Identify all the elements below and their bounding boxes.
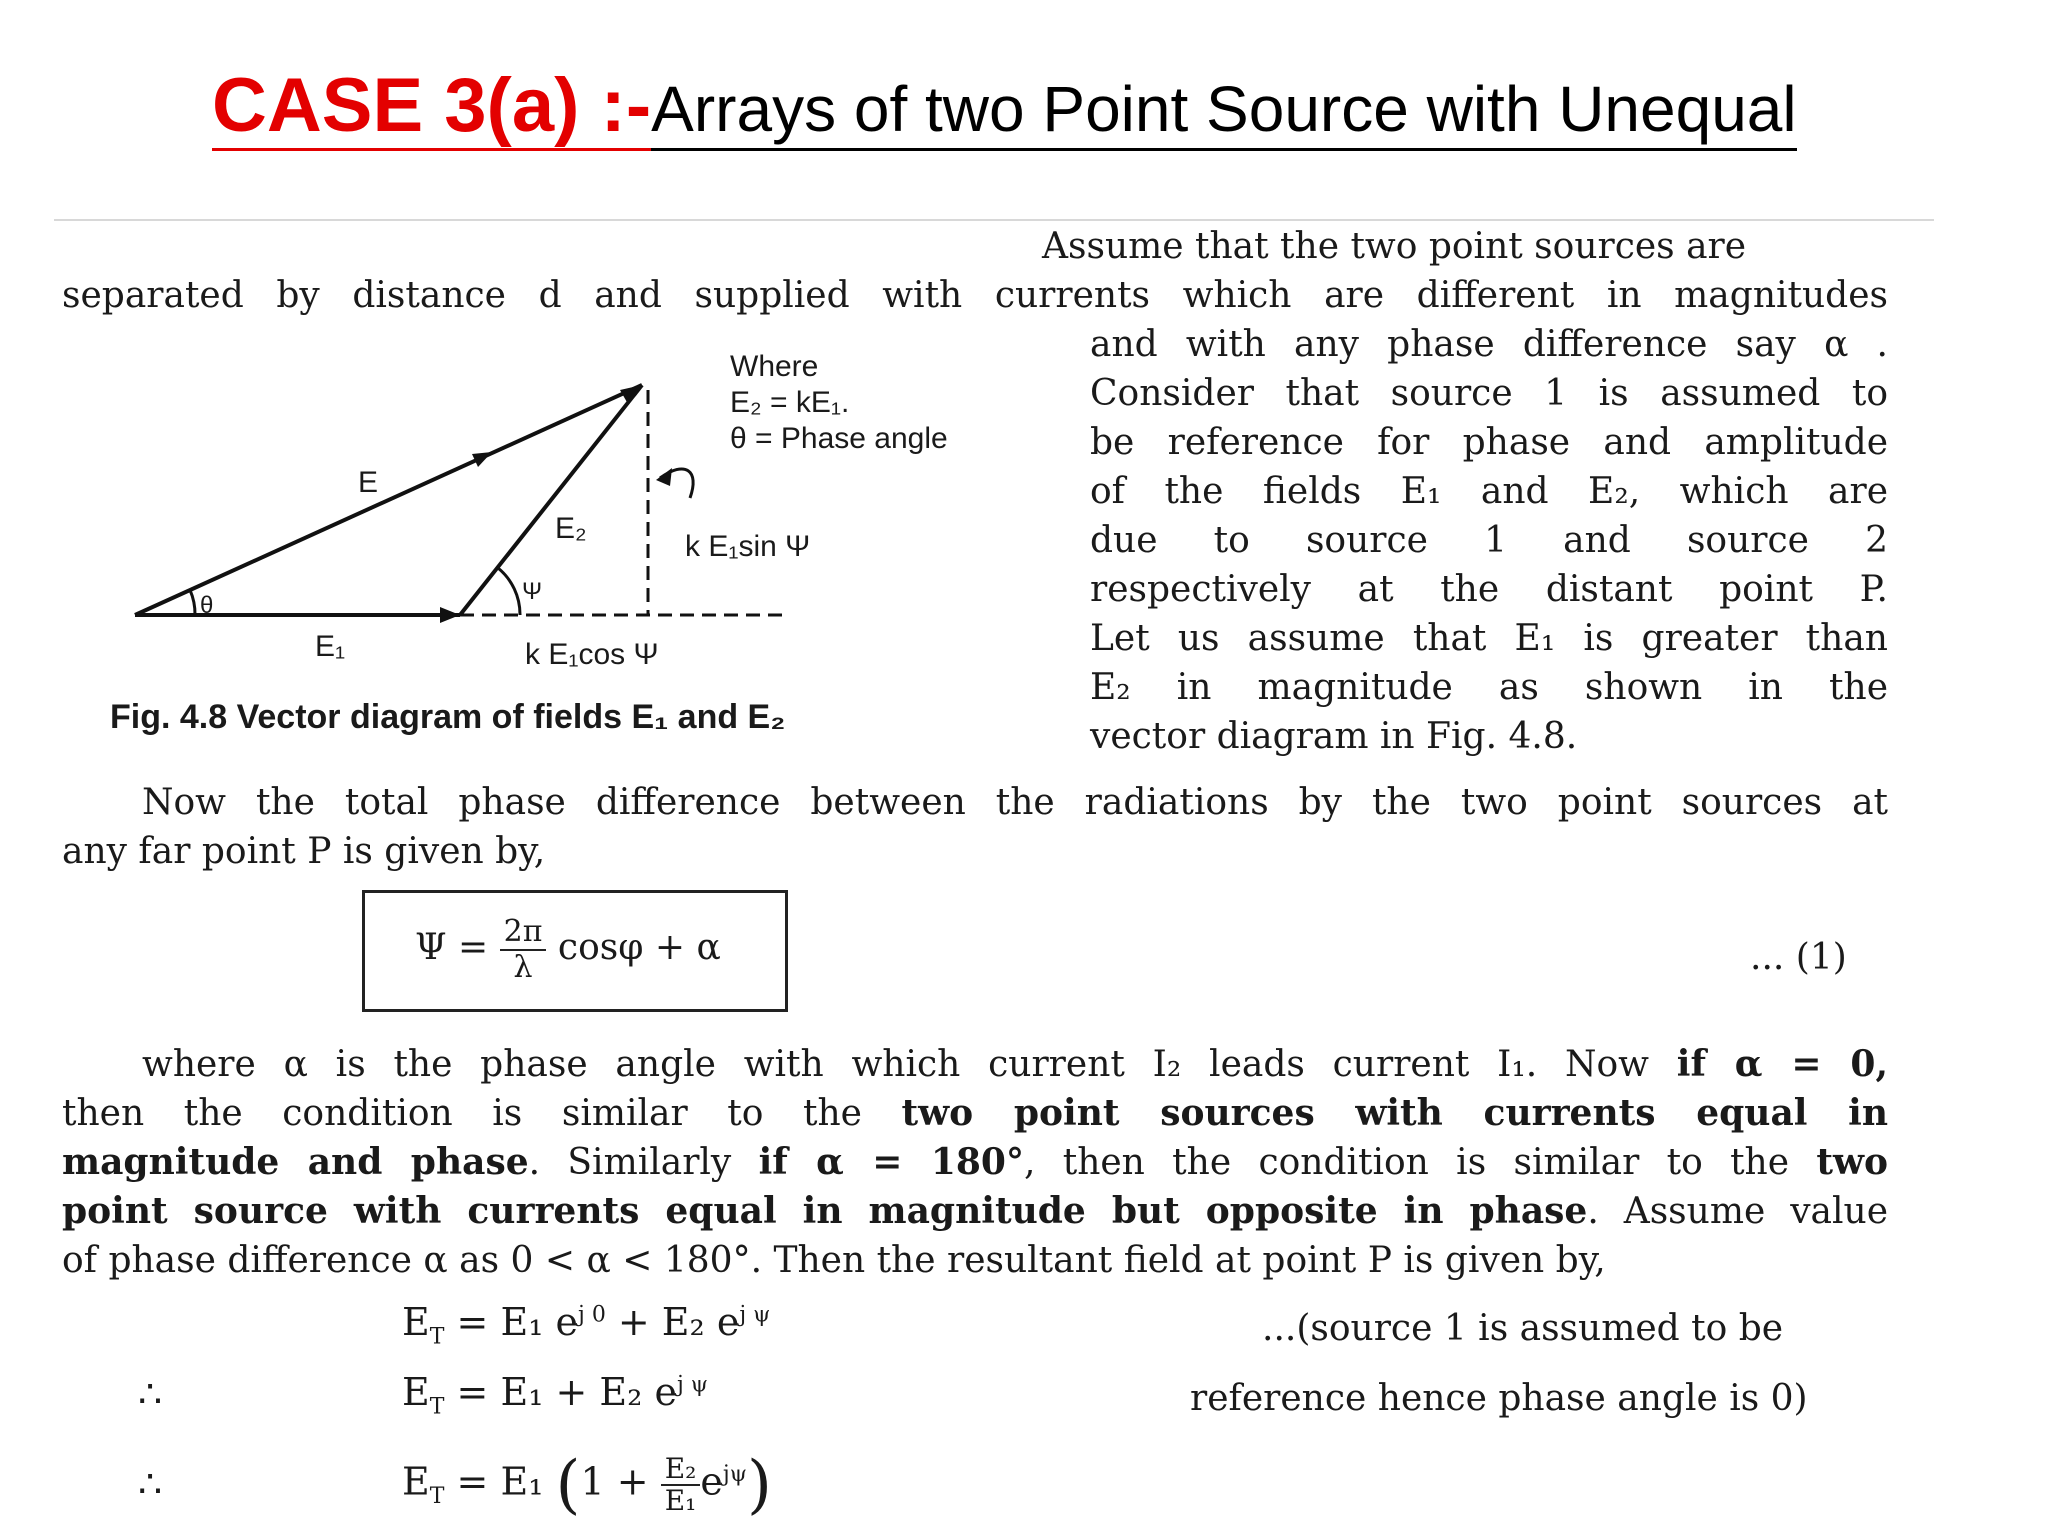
fig-label-ksin: k E₁sin Ψ — [685, 530, 811, 563]
fig-def-theta: θ = Phase angle — [730, 422, 948, 455]
fig-where: Where — [730, 350, 819, 383]
para3-line-4: point source with currents equal in magnitude but opposite in phase. Assume value — [62, 1190, 1888, 1232]
para3-line-3: magnitude and phase. Similarly if α = 180°, then the condition is similar to the two — [62, 1141, 1888, 1183]
intro-line-1: Assume that the two point sources are — [1042, 226, 1747, 267]
eq1-number: ... (1) — [1750, 937, 1847, 978]
intro-right-line: and with any phase difference say α . — [1090, 324, 1888, 365]
intro-right-line: due to source 1 and source 2 — [1090, 520, 1888, 561]
intro-right-line: respectively at the distant point P. — [1090, 569, 1888, 610]
divider — [54, 219, 1934, 221]
eq1-den: λ — [513, 950, 533, 985]
psi-arc — [498, 568, 520, 615]
para2-line-1: Now the total phase difference between the radiations by the two point sources at — [142, 782, 1888, 823]
equation-row-2: $E_T = E_1 + E_2$ $e^{j \psi}$ — [402, 1370, 709, 1420]
figure-caption: Fig. 4.8 Vector diagram of fields E₁ and E₂ — [110, 698, 786, 736]
eq1-rhs: cosφ + α — [557, 927, 721, 968]
fig-label-theta: θ — [200, 592, 214, 619]
midarrow-E — [472, 452, 492, 467]
intro-right-line: Consider that source 1 is assumed to — [1090, 373, 1888, 414]
para3-line-2: then the condition is similar to the two point sources with currents equal in — [62, 1092, 1888, 1134]
intro-right-line: E₂ in magnitude as shown in the — [1090, 667, 1888, 708]
equation-row-1: $E_T = E_1$ $e^{j 0} + E_2$ $e^{j \psi}$ — [402, 1300, 771, 1350]
pointer-arrowhead — [656, 468, 672, 486]
equation-note-1: ...(source 1 is assumed to be — [1262, 1308, 1784, 1349]
intro-right-line: of the fields E₁ and E₂, which are — [1090, 471, 1888, 512]
intro-right-line: be reference for phase and amplitude — [1090, 422, 1888, 463]
therefore-1: ∴ — [138, 1372, 163, 1416]
equation-note-2: reference hence phase angle is 0) — [1190, 1378, 1808, 1419]
slide-title — [212, 64, 1797, 151]
fig-label-psi: Ψ — [522, 578, 543, 605]
fig-label-E: E — [358, 466, 379, 499]
case-label: CASE 3(a) :- — [212, 64, 651, 151]
intro-right-line: Let us assume that E₁ is greater than — [1090, 618, 1888, 659]
fig-label-E1: E₁ — [315, 630, 346, 663]
equation-row-3: $E_T = E_1$ (1 + $\frac{\text{E₂}}{\text{E₁}}$ $e^{j\psi}$) — [402, 1448, 772, 1522]
eq1-lhs: Ψ = — [415, 927, 489, 968]
para3-line-5: of phase difference α as 0 < α < 180°. Then the resultant field at point P is given by, — [62, 1240, 1606, 1281]
fig-label-E2: E₂ — [555, 512, 587, 545]
therefore-2: ∴ — [138, 1462, 163, 1506]
fig-label-kcos: k E₁cos Ψ — [525, 638, 659, 671]
eq1-num: 2π — [500, 915, 547, 951]
para3-line-1: where α is the phase angle with which current I₂ leads current I₁. Now if α = 0, — [142, 1043, 1888, 1085]
theta-arc — [190, 590, 195, 615]
intro-line-2: separated by distance d and supplied with currents which are different in magnitudes — [62, 275, 1888, 316]
intro-right-line: vector diagram in Fig. 4.8. — [1090, 716, 1578, 757]
vector-E — [135, 385, 642, 615]
vector-E2 — [460, 385, 642, 615]
eq1-fraction — [500, 915, 547, 985]
fig-def-E2: E₂ = kE₁. — [730, 386, 850, 419]
equation-1-box — [362, 890, 788, 1012]
title-subject: Arrays of two Point Source with Unequal — [651, 73, 1797, 145]
arrowhead-E1 — [440, 607, 460, 623]
vector-diagram — [100, 340, 1060, 690]
para2-line-2: any far point P is given by, — [62, 831, 546, 872]
